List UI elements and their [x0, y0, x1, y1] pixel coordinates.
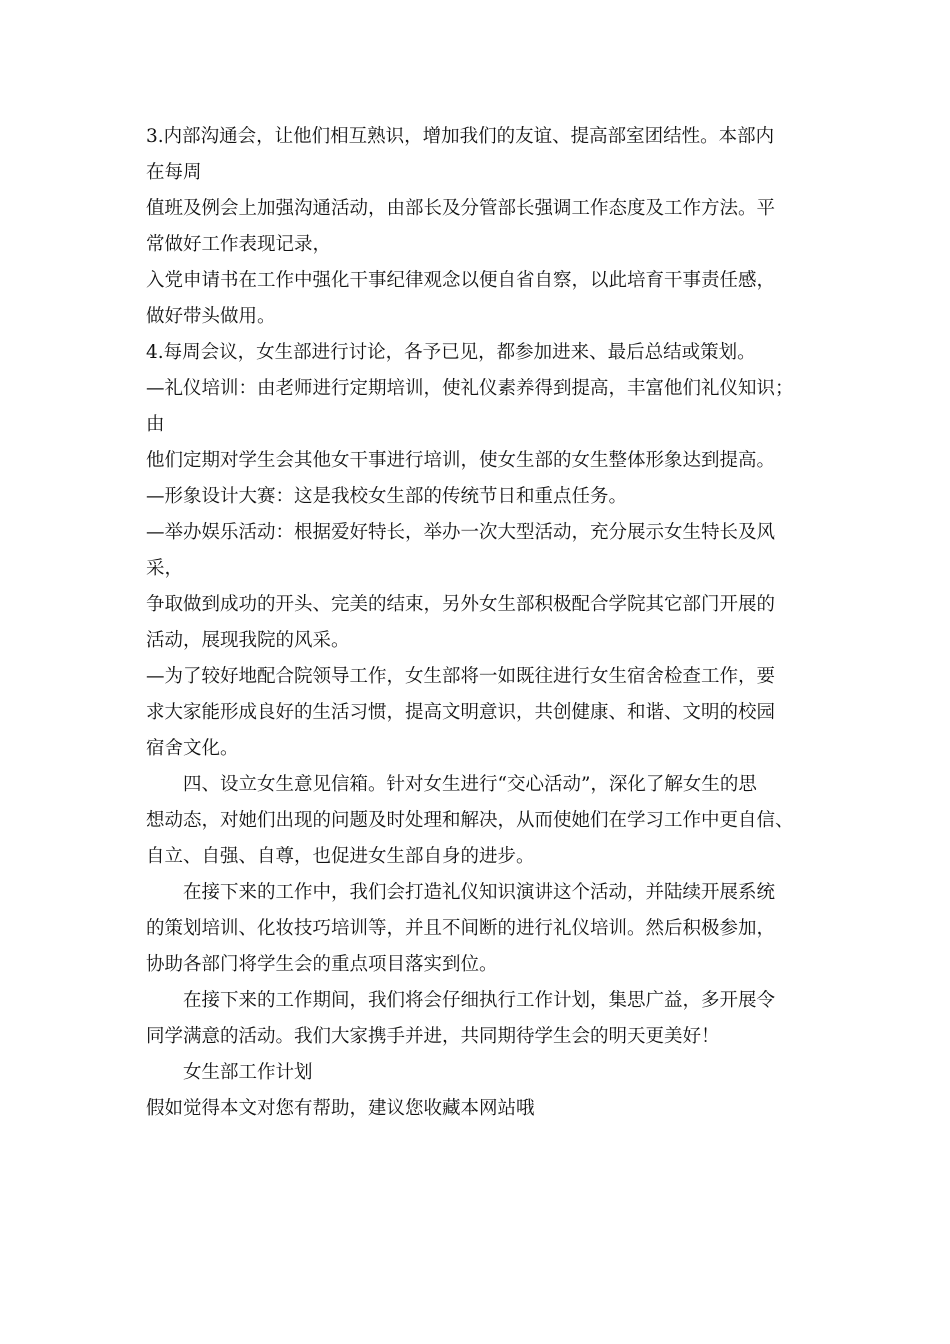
- text-line: 4.每周会议，女生部进行讨论，各予已见，都参加进来、最后总结或策划。: [146, 342, 756, 363]
- text-line: 入党申请书在工作中强化干事纪律观念以便自省自察，以此培育干事责任感，: [146, 270, 776, 291]
- document-title-line: 女生部工作计划: [183, 1062, 313, 1083]
- text-line: 自立、自强、自尊，也促进女生部自身的进步。: [146, 846, 535, 867]
- text-line: —为了较好地配合院领导工作，女生部将一如既往进行女生宿舍检查工作，要: [146, 666, 776, 687]
- text-line: 协助各部门将学生会的重点项目落实到位。: [146, 954, 498, 975]
- text-line: 想动态，对她们出现的问题及时处理和解决，从而使她们在学习工作中更自信、: [146, 810, 794, 831]
- text-line: 活动，展现我院的风采。: [146, 630, 350, 651]
- text-line: 采，: [146, 558, 184, 579]
- text-line: 争取做到成功的开头、完美的结束，另外女生部积极配合学院其它部门开展的: [146, 594, 776, 615]
- text-line: 值班及例会上加强沟通活动，由部长及分管部长强调工作态度及工作方法。平: [146, 198, 776, 219]
- text-line: 同学满意的活动。我们大家携手并进，共同期待学生会的明天更美好！: [146, 1026, 720, 1047]
- text-line: 宿舍文化。: [146, 738, 239, 759]
- text-line: 的策划培训、化妆技巧培训等，并且不间断的进行礼仪培训。然后积极参加，: [146, 918, 776, 939]
- text-line: 3.内部沟通会，让他们相互熟识，增加我们的友谊、提高部室团结性。本部内: [146, 126, 775, 147]
- text-line: 在每周: [146, 162, 202, 183]
- text-line: 做好带头做用。: [146, 306, 276, 327]
- text-line: —形象设计大赛：这是我校女生部的传统节日和重点任务。: [146, 486, 628, 507]
- paragraph-first-line: 在接下来的工作中，我们会打造礼仪知识演讲这个活动，并陆续开展系统: [183, 882, 776, 903]
- paragraph-first-line: 四、设立女生意见信箱。针对女生进行“交心活动”，深化了解女生的思: [183, 774, 757, 795]
- text-line: —礼仪培训：由老师进行定期培训，使礼仪素养得到提高，丰富他们礼仪知识；: [146, 378, 794, 399]
- text-line: 常做好工作表现记录，: [146, 234, 332, 255]
- text-line: —举办娱乐活动：根据爱好特长，举办一次大型活动，充分展示女生特长及风: [146, 522, 776, 543]
- text-line: 由: [146, 414, 165, 435]
- text-line: 他们定期对学生会其他女干事进行培训，使女生部的女生整体形象达到提高。: [146, 450, 776, 471]
- paragraph-first-line: 在接下来的工作期间，我们将会仔细执行工作计划，集思广益，多开展令: [183, 990, 776, 1011]
- footer-note: 假如觉得本文对您有帮助，建议您收藏本网站哦: [146, 1098, 535, 1119]
- text-line: 求大家能形成良好的生活习惯，提高文明意识，共创健康、和谐、文明的校园: [146, 702, 776, 723]
